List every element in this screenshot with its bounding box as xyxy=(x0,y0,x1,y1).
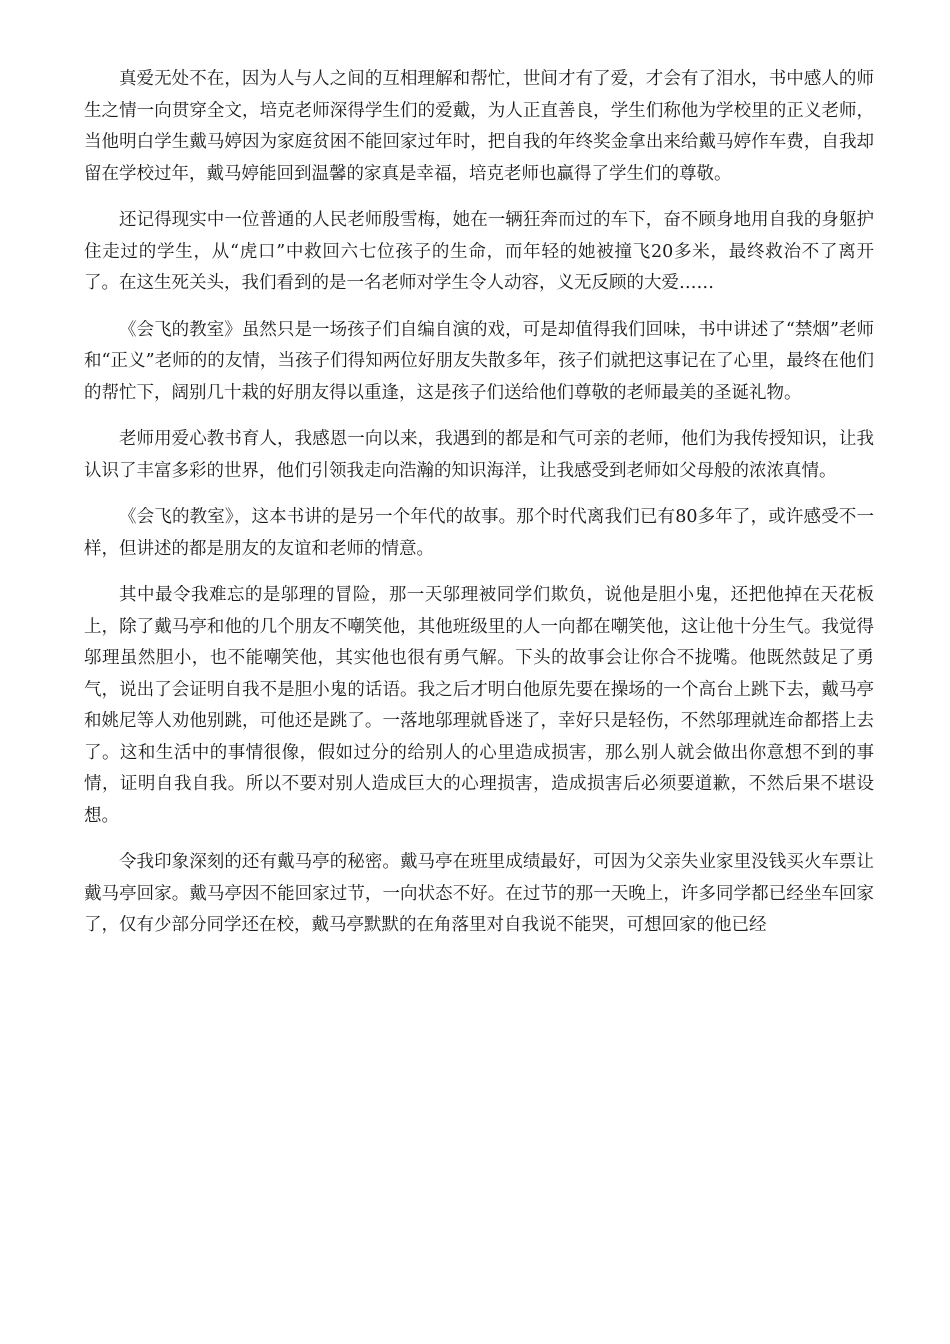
paragraph-3: 《会飞的教室》虽然只是一场孩子们自编自演的戏，可是却值得我们回味，书中讲述了“禁烟”老师和“正义”老师的的友情，当孩子们得知两位好朋友失散多年，孩子们就把这事记在了心里，最终在他们的帮忙下，阔别几十栽的好朋友得以重逢，这是孩子们送给他们尊敬的老师最美的圣诞礼物。 xyxy=(84,319,874,403)
paragraph-2: 还记得现实中一位普通的人民老师殷雪梅，她在一辆狂奔而过的车下，奋不顾身地用自我的身躯护住走过的学生，从“虎口”中救回六七位孩子的生命，而年轻的她被撞飞20多米，最终救治不了离开了。在这生死关头，我们看到的是一名老师对学生令人动容，义无反顾的大爱…… xyxy=(84,210,874,293)
paragraph-7: 令我印象深刻的还有戴马亭的秘密。戴马亭在班里成绩最好，可因为父亲失业家里没钱买火车票让戴马亭回家。戴马亭因不能回家过节，一向状态不好。在过节的那一天晚上，许多同学都已经坐车回家了，仅有少部分同学还在校，戴马亭默默的在角落里对自我说不能哭，可想回家的他已经 xyxy=(84,852,874,935)
paragraph-4: 老师用爱心教书育人，我感恩一向以来，我遇到的都是和气可亲的老师，他们为我传授知识，让我认识了丰富多彩的世界，他们引领我走向浩瀚的知识海洋，让我感受到老师如父母般的浓浓真情。 xyxy=(84,429,874,481)
paragraph-1: 真爱无处不在，因为人与人之间的互相理解和帮忙，世间才有了爱，才会有了泪水，书中感人的师生之情一向贯穿全文，培克老师深得学生们的爱戴，为人正直善良，学生们称他为学校里的正义老师，当他明白学生戴马婷因为家庭贫困不能回家过年时，把自我的年终奖金拿出来给戴马婷作车费，自我却留在学校过年，戴马婷能回到温馨的家真是幸福，培克老师也赢得了学生们的尊敬。 xyxy=(84,69,874,184)
document-page xyxy=(84,64,874,957)
paragraph-5: 《会飞的教室》，这本书讲的是另一个年代的故事。那个时代离我们已有80多年了，或许感受不一样，但讲述的都是朋友的友谊和老师的情意。 xyxy=(84,507,874,559)
paragraph-6: 其中最令我难忘的是邬理的冒险，那一天邬理被同学们欺负，说他是胆小鬼，还把他掉在天花板上，除了戴马亭和他的几个朋友不嘲笑他，其他班级里的人一向都在嘲笑他，这让他十分生气。我觉得邬理虽然胆小，也不能嘲笑他，其实他也很有勇气解。下头的故事会让你合不拢嘴。他既然鼓足了勇气，说出了会证明自我不是胆小鬼的话语。我之后才明白他原先要在操场的一个高台上跳下去，戴马亭和姚尼等人劝他别跳，可他还是跳了。一落地邬理就昏迷了，幸好只是轻伤，不然邬理就连命都搭上去了。这和生活中的事情很像，假如过分的给别人的心里造成损害，那么别人就会做出你意想不到的事情，证明自我自我。所以不要对别人造成巨大的心理损害，造成损害后必须要道歉，不然后果不堪设想。 xyxy=(84,585,874,826)
